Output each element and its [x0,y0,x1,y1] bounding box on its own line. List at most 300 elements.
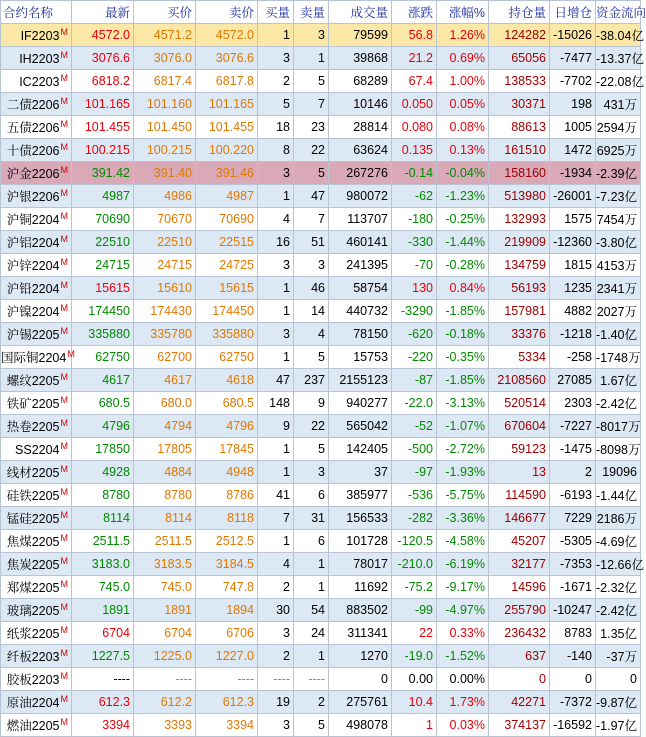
cell-ask: 1894 [196,599,258,622]
cell-daily-oi-change: 1472 [550,139,596,162]
cell-ask-volume: 1 [294,576,329,599]
main-contract-marker: M [60,233,68,244]
quote-row[interactable] [1,208,641,231]
contract-name-text: 沪铝2204 [6,236,60,250]
cell-contract-name[interactable] [1,415,72,438]
cell-volume: 79599 [329,24,392,47]
cell-ask: 1227.0 [196,645,258,668]
cell-open-interest: 65056 [489,47,550,70]
main-contract-marker: M [60,693,68,704]
cell-bid-volume: 3 [258,162,294,185]
cell-bid-volume: 8 [258,139,294,162]
cell-change: 0.050 [392,93,437,116]
cell-bid: 15610 [134,277,196,300]
cell-open-interest: 45207 [489,530,550,553]
cell-daily-oi-change: 198 [550,93,596,116]
contract-name-text: 沪银2206 [6,190,60,204]
cell-contract-name[interactable] [1,116,72,139]
cell-bid: 6817.4 [134,70,196,93]
main-contract-marker: M [60,578,68,589]
cell-ask-volume: 237 [294,369,329,392]
cell-change-pct: 1.73% [437,691,489,714]
cell-contract-name[interactable] [1,208,72,231]
header-change[interactable]: 涨跌 [392,1,437,24]
header-ask-volume[interactable]: 卖量 [294,1,329,24]
cell-fund-flow: -9.87亿 [596,691,641,714]
cell-contract-name[interactable] [1,645,72,668]
cell-change-pct: -0.18% [437,323,489,346]
cell-ask-volume: 4 [294,323,329,346]
cell-contract-name[interactable] [1,346,75,369]
cell-bid-volume: 3 [258,254,294,277]
cell-fund-flow: -4.69亿 [596,530,641,553]
cell-ask: 15615 [196,277,258,300]
cell-fund-flow: 2341万 [596,277,641,300]
cell-bid-volume: ---- [258,668,294,691]
cell-change: -19.0 [392,645,437,668]
cell-bid: 6704 [134,622,196,645]
cell-bid: 4986 [134,185,196,208]
quote-row[interactable] [1,438,641,461]
cell-change: 21.2 [392,47,437,70]
cell-bid: 8114 [134,507,196,530]
contract-name-text: 玻璃2205 [6,604,60,618]
cell-ask-volume: 23 [294,116,329,139]
cell-contract-name[interactable] [1,93,72,116]
cell-last: 15615 [72,277,134,300]
cell-contract-name[interactable] [1,254,72,277]
cell-ask-volume: 1 [294,645,329,668]
contract-name-text: IF2203 [20,29,60,44]
cell-volume: 2155123 [329,369,392,392]
contract-name-text: 热卷2205 [6,420,60,434]
cell-open-interest: 637 [489,645,550,668]
cell-ask: 3184.5 [196,553,258,576]
header-open-interest[interactable]: 持仓量 [489,1,550,24]
cell-bid-volume: 148 [258,392,294,415]
cell-daily-oi-change: -10247 [550,599,596,622]
cell-daily-oi-change: 1005 [550,116,596,139]
cell-bid: 335780 [134,323,196,346]
cell-bid-volume: 3 [258,714,294,737]
cell-contract-name[interactable] [1,369,72,392]
cell-fund-flow: 1.35亿 [596,622,641,645]
cell-daily-oi-change: -16592 [550,714,596,737]
cell-ask-volume: 46 [294,277,329,300]
header-volume[interactable]: 成交量 [329,1,392,24]
cell-open-interest: 114590 [489,484,550,507]
cell-ask: 70690 [196,208,258,231]
cell-change: -0.14 [392,162,437,185]
cell-last: 62750 [72,346,134,369]
cell-change-pct: 0.05% [437,93,489,116]
cell-ask-volume: 24 [294,622,329,645]
cell-change: 130 [392,277,437,300]
cell-change: -500 [392,438,437,461]
cell-daily-oi-change: 4882 [550,300,596,323]
cell-last: 1227.5 [72,645,134,668]
cell-change: 56.8 [392,24,437,47]
main-contract-marker: M [60,647,68,658]
main-contract-marker: M [60,509,68,520]
cell-daily-oi-change: -15026 [550,24,596,47]
cell-contract-name[interactable] [1,231,72,254]
cell-daily-oi-change: -7372 [550,691,596,714]
quote-row[interactable] [1,300,641,323]
cell-ask-volume: 1 [294,553,329,576]
contract-name-text: 二债2206 [6,98,60,112]
cell-last: 3076.6 [72,47,134,70]
cell-open-interest: 88613 [489,116,550,139]
cell-ask: 6817.8 [196,70,258,93]
cell-contract-name[interactable] [1,691,72,714]
cell-bid-volume: 1 [258,300,294,323]
cell-daily-oi-change: 1235 [550,277,596,300]
quote-row[interactable] [1,24,641,47]
cell-bid-volume: 3 [258,622,294,645]
quote-row[interactable] [1,622,641,645]
contract-name-text: 沪铜2204 [6,213,60,227]
cell-change-pct: -5.75% [437,484,489,507]
cell-fund-flow: -12.66亿 [596,553,641,576]
cell-bid-volume: 1 [258,438,294,461]
main-contract-marker: M [60,210,68,221]
cell-contract-name[interactable] [1,162,72,185]
cell-bid-volume: 19 [258,691,294,714]
quote-row[interactable] [1,231,641,254]
cell-ask-volume: 1 [294,47,329,70]
cell-volume: 980072 [329,185,392,208]
cell-ask: 4796 [196,415,258,438]
cell-open-interest: 134759 [489,254,550,277]
cell-contract-name[interactable] [1,24,72,47]
cell-last: 22510 [72,231,134,254]
cell-bid-volume: 18 [258,116,294,139]
cell-contract-name[interactable] [1,714,72,737]
cell-daily-oi-change: -7702 [550,70,596,93]
cell-change: -120.5 [392,530,437,553]
quote-row[interactable] [1,392,641,415]
header-change-pct[interactable]: 涨幅% [437,1,489,24]
quote-row[interactable] [1,461,641,484]
main-contract-marker: M [60,394,68,405]
cell-open-interest: 158160 [489,162,550,185]
cell-last: 8780 [72,484,134,507]
quote-row[interactable] [1,70,641,93]
cell-bid: 612.2 [134,691,196,714]
contract-name-text: 沪锡2205 [6,328,60,342]
cell-ask: 4572.0 [196,24,258,47]
cell-volume: 1270 [329,645,392,668]
cell-last: 24715 [72,254,134,277]
contract-name-text: 国际铜2204 [1,351,67,365]
contract-name-text: 沪锌2204 [6,259,60,273]
cell-last: 2511.5 [72,530,134,553]
header-last[interactable]: 最新 [72,1,134,24]
contract-name-text: IC2203 [19,75,60,90]
quote-row[interactable] [1,162,641,185]
cell-daily-oi-change: -12360 [550,231,596,254]
main-contract-marker: M [60,256,68,267]
cell-contract-name[interactable] [1,576,72,599]
cell-fund-flow: -22.08亿 [596,70,641,93]
main-contract-marker: M [60,279,68,290]
cell-daily-oi-change: -1671 [550,576,596,599]
cell-ask-volume: 7 [294,93,329,116]
cell-bid-volume: 1 [258,185,294,208]
main-contract-marker: M [60,141,68,152]
cell-fund-flow: -13.37亿 [596,47,641,70]
cell-bid-volume: 2 [258,645,294,668]
header-bid-volume[interactable]: 买量 [258,1,294,24]
cell-ask-volume: 3 [294,254,329,277]
cell-last: 4987 [72,185,134,208]
contract-name-text: 纤板2203 [6,650,60,664]
header-bid[interactable]: 买价 [134,1,196,24]
cell-ask: 680.5 [196,392,258,415]
contract-name-text: 锰硅2205 [6,512,60,526]
quote-row[interactable] [1,185,641,208]
cell-change-pct: -1.85% [437,369,489,392]
cell-last: 6818.2 [72,70,134,93]
cell-bid-volume: 3 [258,47,294,70]
cell-bid: 3076.0 [134,47,196,70]
main-contract-marker: M [60,371,68,382]
cell-ask: 3076.6 [196,47,258,70]
cell-bid-volume: 2 [258,576,294,599]
quote-row[interactable] [1,553,641,576]
cell-daily-oi-change: 1815 [550,254,596,277]
header-daily-oi-change[interactable]: 日增仓 [550,1,596,24]
cell-bid: 22510 [134,231,196,254]
cell-contract-name[interactable] [1,47,72,70]
cell-ask: 101.165 [196,93,258,116]
quote-row[interactable] [1,116,641,139]
header-ask[interactable]: 卖价 [196,1,258,24]
cell-daily-oi-change: -1475 [550,438,596,461]
cell-bid: ---- [134,668,196,691]
cell-contract-name[interactable] [1,599,72,622]
cell-open-interest: 33376 [489,323,550,346]
cell-daily-oi-change: -7477 [550,47,596,70]
cell-bid-volume: 30 [258,599,294,622]
cell-bid: 1225.0 [134,645,196,668]
cell-change-pct: 0.84% [437,277,489,300]
cell-volume: 63624 [329,139,392,162]
quote-row[interactable] [1,576,641,599]
cell-bid-volume: 3 [258,323,294,346]
cell-ask-volume: 3 [294,24,329,47]
cell-ask-volume: 47 [294,185,329,208]
cell-contract-name[interactable] [1,484,72,507]
cell-daily-oi-change: 0 [550,668,596,691]
cell-ask: 612.3 [196,691,258,714]
cell-contract-name[interactable] [1,530,72,553]
cell-change-pct: 1.00% [437,70,489,93]
quote-row[interactable] [1,323,641,346]
quote-row[interactable] [1,645,641,668]
cell-contract-name[interactable] [1,553,72,576]
cell-ask: 100.220 [196,139,258,162]
cell-contract-name[interactable] [1,461,72,484]
cell-ask: 4618 [196,369,258,392]
cell-change: 22 [392,622,437,645]
cell-contract-name[interactable] [1,507,72,530]
cell-change: -282 [392,507,437,530]
cell-change-pct: 0.00% [437,668,489,691]
cell-contract-name[interactable] [1,70,72,93]
quote-row[interactable] [1,139,641,162]
cell-volume: 311341 [329,622,392,645]
contract-name-text: 铁矿2205 [6,397,60,411]
cell-fund-flow: -2.39亿 [596,162,641,185]
cell-change: -3290 [392,300,437,323]
quote-row[interactable] [1,507,641,530]
cell-change-pct: -0.28% [437,254,489,277]
cell-bid-volume: 1 [258,530,294,553]
quote-row[interactable] [1,691,641,714]
cell-last: 8114 [72,507,134,530]
cell-ask-volume: 5 [294,70,329,93]
cell-contract-name[interactable] [1,277,72,300]
cell-change: -62 [392,185,437,208]
cell-last: 680.5 [72,392,134,415]
cell-change-pct: -0.25% [437,208,489,231]
cell-bid: 4794 [134,415,196,438]
cell-bid: 101.160 [134,93,196,116]
main-contract-marker: M [60,187,68,198]
cell-fund-flow: -3.80亿 [596,231,641,254]
cell-last: 101.455 [72,116,134,139]
cell-ask-volume: 6 [294,530,329,553]
cell-daily-oi-change: -7227 [550,415,596,438]
cell-change: 0.135 [392,139,437,162]
quote-row[interactable] [1,254,641,277]
quote-row[interactable] [1,346,641,369]
cell-change-pct: -1.07% [437,415,489,438]
cell-last: 6704 [72,622,134,645]
cell-bid: 4884 [134,461,196,484]
main-contract-marker: M [60,417,68,428]
cell-contract-name[interactable] [1,185,72,208]
cell-fund-flow: -7.23亿 [596,185,641,208]
cell-change-pct: 0.33% [437,622,489,645]
cell-fund-flow: -8017万 [596,415,641,438]
cell-change-pct: -1.52% [437,645,489,668]
cell-volume: 28814 [329,116,392,139]
quote-row[interactable] [1,369,641,392]
cell-volume: 142405 [329,438,392,461]
cell-contract-name[interactable] [1,622,72,645]
cell-change-pct: -4.97% [437,599,489,622]
cell-last: 3394 [72,714,134,737]
cell-change: -99 [392,599,437,622]
cell-daily-oi-change: 2303 [550,392,596,415]
quote-row[interactable] [1,415,641,438]
cell-bid: 4571.2 [134,24,196,47]
quote-row[interactable] [1,47,641,70]
cell-ask-volume: 5 [294,162,329,185]
cell-ask-volume: 5 [294,714,329,737]
cell-last: 4617 [72,369,134,392]
cell-ask: 335880 [196,323,258,346]
cell-contract-name[interactable] [1,300,72,323]
quote-row[interactable] [1,668,641,691]
cell-volume: 15753 [329,346,392,369]
contract-name-text: 沪金2206 [6,167,60,181]
cell-daily-oi-change: -26001 [550,185,596,208]
cell-fund-flow: 431万 [596,93,641,116]
quote-row[interactable] [1,714,641,737]
cell-contract-name[interactable] [1,323,72,346]
cell-bid: 24715 [134,254,196,277]
cell-volume: 113707 [329,208,392,231]
cell-open-interest: 5334 [489,346,550,369]
cell-ask-volume: 7 [294,208,329,231]
quote-row[interactable] [1,484,641,507]
main-contract-marker: M [60,555,68,566]
main-contract-marker: M [60,26,68,37]
cell-ask-volume: 22 [294,139,329,162]
header-name[interactable]: 合约名称 [1,1,72,24]
cell-change-pct: -1.23% [437,185,489,208]
cell-change-pct: -6.19% [437,553,489,576]
main-contract-marker: M [67,348,75,359]
cell-daily-oi-change: -5305 [550,530,596,553]
quote-row[interactable] [1,277,641,300]
contract-name-text: 焦煤2205 [6,535,60,549]
quote-row[interactable] [1,599,641,622]
cell-last: 745.0 [72,576,134,599]
main-contract-marker: M [60,601,68,612]
cell-ask: 4987 [196,185,258,208]
cell-change-pct: -1.44% [437,231,489,254]
cell-fund-flow: 2027万 [596,300,641,323]
cell-ask: 747.8 [196,576,258,599]
cell-change: -220 [392,346,437,369]
cell-contract-name[interactable] [1,139,72,162]
cell-ask: 62750 [196,346,258,369]
cell-daily-oi-change: -7353 [550,553,596,576]
cell-contract-name[interactable] [1,392,72,415]
quote-row[interactable] [1,93,641,116]
contract-name-text: 线材2205 [6,466,60,480]
cell-ask: 8786 [196,484,258,507]
cell-change-pct: 0.03% [437,714,489,737]
cell-change: 10.4 [392,691,437,714]
cell-open-interest: 236432 [489,622,550,645]
cell-ask-volume: 6 [294,484,329,507]
cell-ask-volume: 51 [294,231,329,254]
main-contract-marker: M [60,302,68,313]
main-contract-marker: M [60,440,68,451]
main-contract-marker: M [60,49,68,60]
cell-contract-name[interactable] [1,438,72,461]
cell-change-pct: -3.36% [437,507,489,530]
cell-bid-volume: 41 [258,484,294,507]
cell-open-interest: 219909 [489,231,550,254]
cell-ask-volume: 5 [294,438,329,461]
cell-volume: 883502 [329,599,392,622]
main-contract-marker: M [60,164,68,175]
cell-bid: 1891 [134,599,196,622]
cell-contract-name[interactable] [1,668,72,691]
quote-row[interactable] [1,530,641,553]
cell-change: -87 [392,369,437,392]
cell-bid-volume: 4 [258,553,294,576]
cell-ask-volume: 22 [294,415,329,438]
header-fund-flow[interactable]: 资金流向 [596,1,641,24]
